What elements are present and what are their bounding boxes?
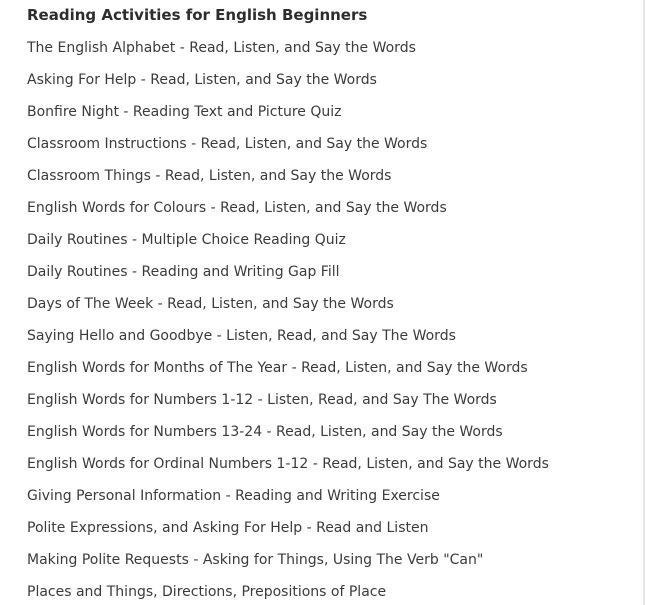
activity-link-numbers-1-12[interactable]: English Words for Numbers 1-12 - Listen, Read, and Say The Words (27, 392, 497, 408)
activity-link-polite-expressions[interactable]: Polite Expressions, and Asking For Help - Read and Listen (27, 520, 429, 536)
list-item (27, 38, 645, 70)
activity-link-months[interactable]: English Words for Months of The Year - Read, Listen, and Say the Words (27, 360, 528, 376)
activity-link-list (27, 38, 645, 605)
list-item (27, 134, 645, 166)
list-item (27, 358, 645, 390)
list-item (27, 518, 645, 550)
list-item (27, 230, 645, 262)
activity-link-asking-for-help[interactable]: Asking For Help - Read, Listen, and Say the Words (27, 72, 377, 88)
list-item (27, 326, 645, 358)
activity-link-places-directions[interactable]: Places and Things, Directions, Prepositions of Place (27, 584, 387, 600)
list-item (27, 486, 645, 518)
list-item (27, 390, 645, 422)
list-item (27, 198, 645, 230)
activity-link-english-alphabet[interactable]: The English Alphabet - Read, Listen, and Say the Words (27, 40, 416, 56)
activity-link-days-of-week[interactable]: Days of The Week - Read, Listen, and Say the Words (27, 296, 394, 312)
section-heading: Reading Activities for English Beginners (27, 6, 368, 24)
activity-link-daily-routines-gap-fill[interactable]: Daily Routines - Reading and Writing Gap Fill (27, 264, 340, 280)
activity-link-ordinal-numbers[interactable]: English Words for Ordinal Numbers 1-12 - Read, Listen, and Say the Words (27, 456, 549, 472)
activity-link-daily-routines-quiz[interactable]: Daily Routines - Multiple Choice Reading Quiz (27, 232, 346, 248)
list-item (27, 582, 645, 605)
activity-link-polite-requests[interactable]: Making Polite Requests - Asking for Things, Using The Verb "Can" (27, 552, 484, 568)
list-item (27, 70, 645, 102)
list-item (27, 262, 645, 294)
activity-link-classroom-instructions[interactable]: Classroom Instructions - Read, Listen, and Say the Words (27, 136, 428, 152)
activity-link-numbers-13-24[interactable]: English Words for Numbers 13-24 - Read, Listen, and Say the Words (27, 424, 503, 440)
list-item (27, 294, 645, 326)
list-item (27, 422, 645, 454)
activity-link-personal-information[interactable]: Giving Personal Information - Reading and Writing Exercise (27, 488, 440, 504)
activity-link-colours[interactable]: English Words for Colours - Read, Listen, and Say the Words (27, 200, 447, 216)
list-item (27, 454, 645, 486)
list-item (27, 102, 645, 134)
activity-link-hello-goodbye[interactable]: Saying Hello and Goodbye - Listen, Read, and Say The Words (27, 328, 456, 344)
activity-link-bonfire-night[interactable]: Bonfire Night - Reading Text and Picture Quiz (27, 104, 342, 120)
list-item (27, 166, 645, 198)
list-item (27, 550, 645, 582)
activity-link-classroom-things[interactable]: Classroom Things - Read, Listen, and Say the Words (27, 168, 392, 184)
